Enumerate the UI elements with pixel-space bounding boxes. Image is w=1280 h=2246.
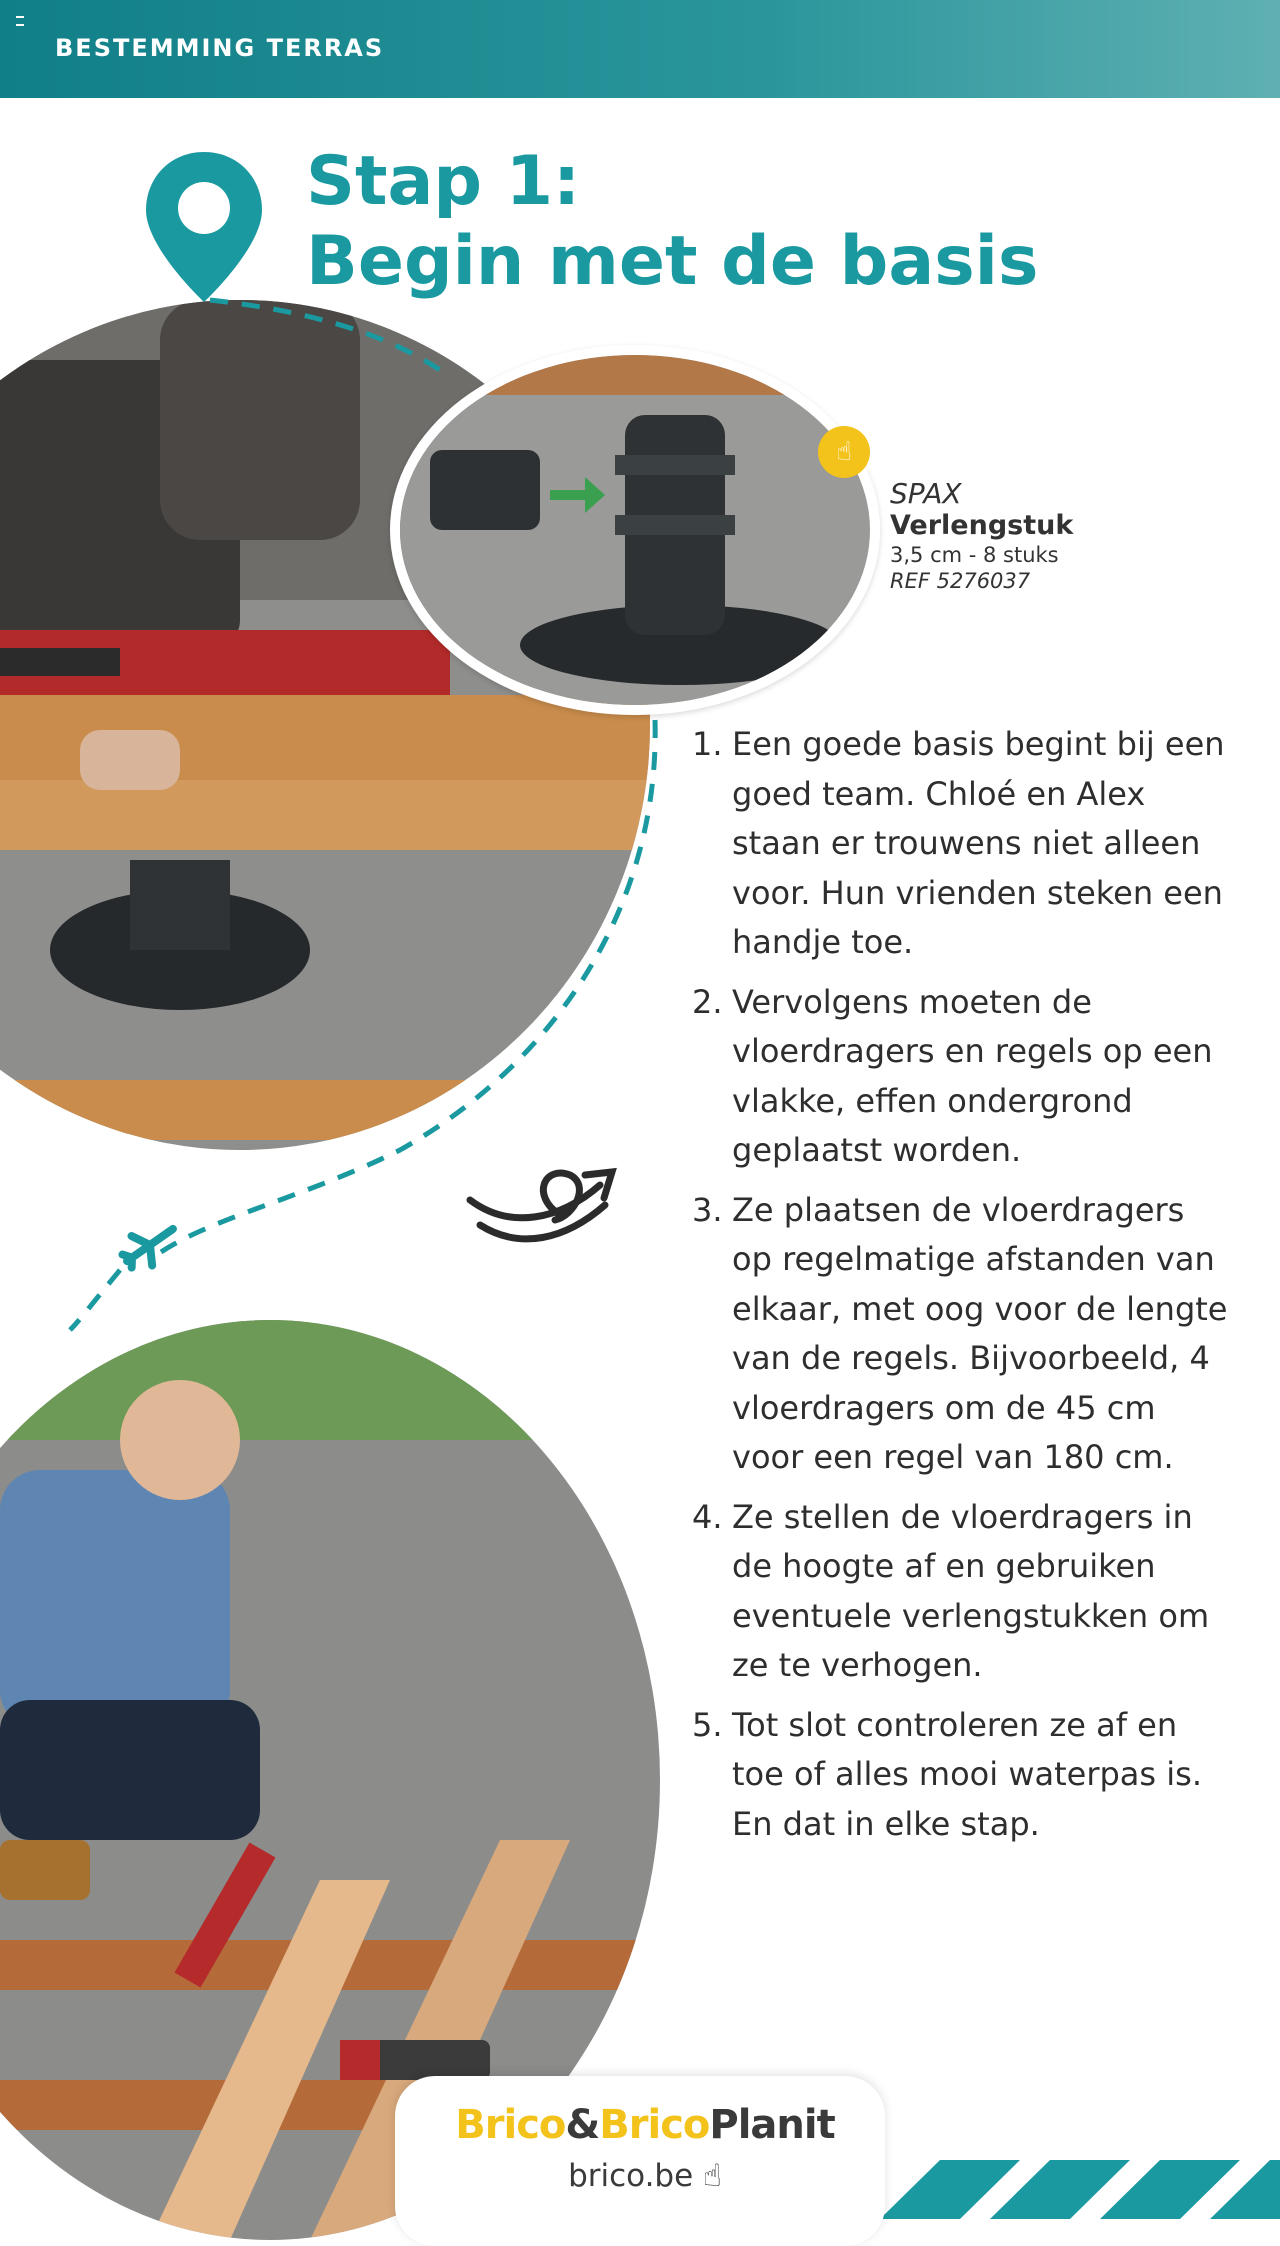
list-item (692, 1186, 1232, 1483)
product-ref: REF 5276037 (890, 569, 1031, 593)
step-number: 4. (692, 1497, 723, 1536)
page-title (306, 142, 1038, 302)
logo-planit: Planit (709, 2102, 835, 2148)
steps-list (692, 720, 1232, 1859)
step-number: 5. (692, 1705, 723, 1744)
decorative-stripes (880, 2150, 1280, 2219)
title-line-2: Begin met de basis (306, 222, 1039, 301)
step-text: Tot slot controleren ze af en toe of alles mooi waterpas is. En dat in elke stap. (732, 1705, 1202, 1843)
section-label: BESTEMMING TERRAS (55, 34, 385, 62)
step-number: 1. (692, 725, 723, 763)
product-name: Verlengstuk (890, 510, 1074, 541)
hand-cursor-icon: ☝ (703, 2158, 722, 2194)
swirl-arrow-icon (470, 1172, 612, 1239)
list-item (692, 978, 1232, 1176)
step-number: 3. (692, 1190, 723, 1229)
step-text: Ze plaatsen de vloerdragers op regelmatige afstanden van elkaar, met oog voor de lengte van de regels. Bijvoorbeeld, 4 vloerdragers om de 45 cm voor een regel van 180 cm. (732, 1190, 1228, 1476)
step-text: Ze stellen de vloerdragers in de hoogte af en gebruiken eventuele verlengstukken om ze te verhogen. (732, 1497, 1210, 1684)
logo-brico-2: Brico (599, 2102, 710, 2148)
top-banner (0, 0, 1280, 98)
list-item (692, 720, 1232, 968)
website-text: brico.be (568, 2158, 694, 2194)
logo-ampersand: & (565, 2102, 600, 2148)
title-line-1: Stap 1: (306, 142, 581, 221)
location-pin-icon (142, 148, 266, 308)
list-item (692, 1493, 1232, 1691)
photo-pedestal-extension (390, 345, 880, 715)
product-spec: 3,5 cm - 8 stuks (890, 543, 1059, 567)
product-info (890, 478, 1073, 594)
hand-pointer-icon[interactable]: ☝ (818, 426, 870, 478)
website-link[interactable] (435, 2158, 855, 2194)
list-item (692, 1701, 1232, 1850)
step-number: 2. (692, 982, 723, 1021)
logo-brico-1: Brico (455, 2102, 566, 2148)
menu-icon (16, 16, 24, 26)
product-brand: SPAX (890, 477, 962, 510)
step-text: Vervolgens moeten de vloerdragers en regels op een vlakke, effen ondergrond geplaatst worden. (732, 982, 1213, 1169)
step-text: Een goede basis begint bij een goed team. Chloé en Alex staan er trouwens niet alleen voor. Hun vrienden steken een handje toe. (732, 725, 1225, 961)
brand-logo[interactable] (435, 2102, 855, 2148)
footer-logo-card[interactable] (395, 2076, 885, 2246)
airplane-icon (117, 1214, 184, 1276)
